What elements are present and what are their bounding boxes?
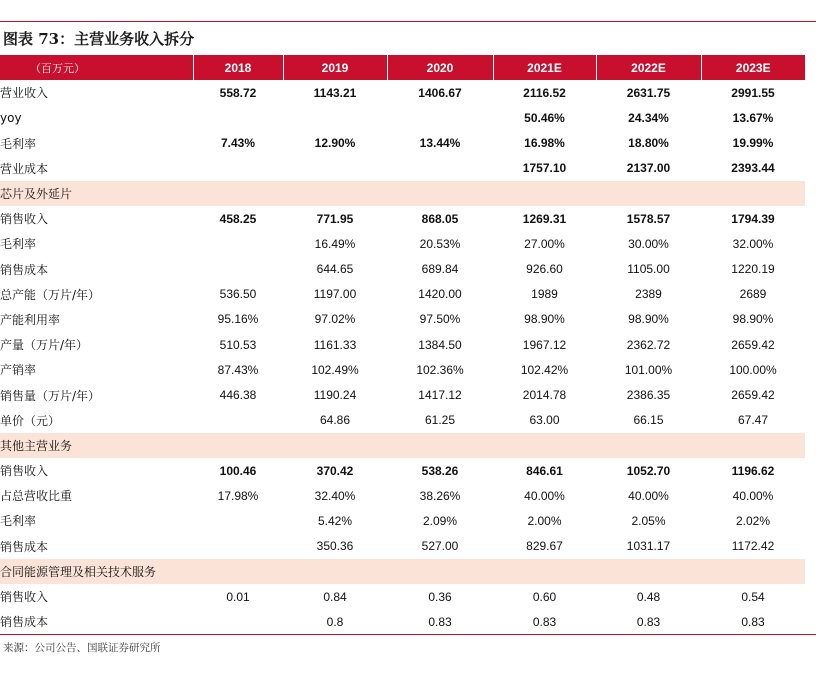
cell-value: 100.46 — [219, 463, 257, 478]
cell-value: 67.47 — [737, 413, 769, 428]
cell-value: 13.44% — [419, 136, 461, 151]
row-label: 总产能（万片/年） — [0, 287, 101, 302]
year-header: 2022E — [596, 55, 701, 80]
cell-value: 0.48 — [636, 589, 661, 604]
cell-value: 829.67 — [526, 539, 563, 554]
table-row — [0, 80, 805, 105]
cell-value — [596, 181, 701, 206]
cell-value: 66.15 — [633, 413, 664, 428]
cell-value — [193, 181, 283, 206]
cell-value: 2386.35 — [626, 388, 671, 403]
figure-title: 图表 73：主营业务收入拆分 — [3, 30, 195, 48]
cell-value: 98.90% — [732, 312, 774, 327]
table-row — [0, 408, 805, 433]
table-row — [0, 156, 805, 181]
cell-value: 350.36 — [316, 539, 354, 554]
cell-value: 24.34% — [628, 110, 669, 125]
row-label: 销售量（万片/年） — [0, 388, 101, 403]
row-label: 毛利率 — [0, 514, 37, 529]
table-row — [0, 534, 805, 559]
table-row — [0, 257, 805, 282]
row-label: 合同能源管理及相关技术服务 — [0, 559, 193, 584]
cell-value: 0.36 — [428, 589, 452, 604]
table-row — [0, 483, 805, 508]
cell-value — [493, 181, 596, 206]
cell-value: 38.26% — [419, 488, 461, 503]
cell-value — [596, 433, 701, 458]
table-row — [0, 584, 805, 609]
table-row — [0, 609, 805, 634]
section-row — [0, 181, 805, 206]
cell-value: 0.84 — [323, 589, 347, 604]
cell-value: 1967.12 — [522, 337, 567, 352]
cell-value: 1269.31 — [522, 211, 567, 226]
row-label: 占总营收比重 — [0, 489, 73, 504]
cell-value: 40.00% — [732, 488, 774, 503]
row-label: 产能利用率 — [0, 312, 61, 327]
revenue-breakdown-table — [0, 55, 805, 634]
cell-value: 0.8 — [326, 614, 344, 629]
cell-value: 1161.33 — [313, 337, 357, 352]
cell-value — [701, 559, 805, 584]
cell-value: 12.90% — [314, 136, 356, 151]
cell-value: 0.54 — [741, 589, 765, 604]
cell-value: 98.90% — [628, 312, 669, 327]
cell-value: 98.90% — [524, 312, 565, 327]
cell-value: 644.65 — [316, 262, 354, 277]
cell-value: 5.42% — [317, 513, 353, 528]
header-row — [0, 55, 805, 80]
cell-value — [193, 156, 283, 181]
table-row — [0, 382, 805, 407]
cell-value: 100.00% — [729, 362, 777, 377]
cell-value: 1220.19 — [731, 262, 775, 277]
row-label: 营业收入 — [0, 86, 49, 101]
cell-value: 64.86 — [319, 413, 351, 428]
cell-value: 2659.42 — [731, 388, 775, 403]
row-label: 销售成本 — [0, 615, 49, 630]
cell-value: 40.00% — [628, 488, 669, 503]
cell-value: 1190.24 — [313, 388, 357, 403]
cell-value: 1757.10 — [522, 161, 567, 176]
cell-value: 1406.67 — [418, 85, 462, 100]
table-row — [0, 508, 805, 533]
cell-value — [387, 105, 493, 130]
row-label: 销售收入 — [0, 464, 49, 479]
cell-value: 102.36% — [416, 362, 464, 377]
cell-value: 536.50 — [219, 287, 257, 302]
cell-value: 1989 — [531, 287, 558, 302]
cell-value: 2.00% — [527, 513, 562, 528]
cell-value: 20.53% — [419, 236, 461, 251]
row-label: 产销率 — [0, 363, 37, 378]
table-row — [0, 231, 805, 256]
table-row — [0, 458, 805, 483]
cell-value: 2.02% — [735, 513, 771, 528]
source-note: 来源：公司公告、国联证券研究所 — [3, 642, 161, 654]
cell-value — [193, 231, 283, 256]
cell-value: 30.00% — [628, 236, 669, 251]
year-header: 2019 — [283, 55, 387, 80]
cell-value: 1196.62 — [731, 463, 775, 478]
cell-value: 1143.21 — [313, 85, 357, 100]
table-row — [0, 307, 805, 332]
row-label: 产量（万片/年） — [0, 338, 89, 353]
cell-value — [193, 408, 283, 433]
cell-value: 50.46% — [524, 110, 565, 125]
cell-value: 97.02% — [314, 312, 356, 327]
cell-value: 846.61 — [526, 463, 563, 478]
cell-value — [387, 181, 493, 206]
row-label: 其他主营业务 — [0, 433, 193, 458]
cell-value: 13.67% — [732, 110, 774, 125]
cell-value: 17.98% — [217, 488, 259, 503]
cell-value: 1031.17 — [626, 539, 671, 554]
cell-value: 2991.55 — [731, 85, 775, 100]
cell-value — [493, 433, 596, 458]
cell-value: 1172.42 — [731, 539, 775, 554]
cell-value — [193, 257, 283, 282]
cell-value — [493, 559, 596, 584]
table-row — [0, 282, 805, 307]
cell-value: 510.53 — [219, 337, 257, 352]
cell-value: 0.83 — [741, 614, 765, 629]
year-header: 2018 — [193, 55, 283, 80]
cell-value: 101.00% — [624, 362, 673, 377]
cell-value — [387, 433, 493, 458]
cell-value: 2689 — [739, 287, 767, 302]
cell-value: 1420.00 — [418, 287, 462, 302]
cell-value: 97.50% — [419, 312, 461, 327]
cell-value: 95.16% — [217, 312, 259, 327]
cell-value: 61.25 — [424, 413, 456, 428]
cell-value — [387, 156, 493, 181]
unit-header: （百万元） — [0, 55, 193, 80]
cell-value: 102.42% — [520, 362, 569, 377]
cell-value: 1384.50 — [418, 337, 462, 352]
row-label: 毛利率 — [0, 136, 37, 151]
cell-value: 527.00 — [421, 539, 459, 554]
cell-value — [283, 105, 387, 130]
cell-value: 0.60 — [532, 589, 557, 604]
cell-value — [283, 559, 387, 584]
cell-value: 2116.52 — [523, 85, 566, 100]
cell-value: 771.95 — [316, 211, 354, 226]
top-rule — [0, 21, 816, 22]
table-row — [0, 206, 805, 231]
row-label: 销售成本 — [0, 539, 49, 554]
cell-value: 2389 — [635, 287, 662, 302]
cell-value: 19.99% — [732, 136, 774, 151]
bottom-rule — [0, 634, 816, 635]
cell-value: 2014.78 — [522, 388, 567, 403]
cell-value — [387, 559, 493, 584]
cell-value: 2362.72 — [626, 337, 671, 352]
cell-value: 16.98% — [524, 136, 565, 151]
cell-value — [193, 508, 283, 533]
cell-value: 16.49% — [314, 236, 356, 251]
cell-value: 32.00% — [732, 236, 774, 251]
cell-value: 1794.39 — [731, 211, 775, 226]
cell-value: 18.80% — [628, 136, 669, 151]
cell-value: 2.05% — [631, 513, 666, 528]
table-row — [0, 332, 805, 357]
row-label: 销售成本 — [0, 262, 49, 277]
cell-value: 1197.00 — [313, 287, 357, 302]
cell-value — [283, 433, 387, 458]
cell-value — [193, 105, 283, 130]
row-label: 营业成本 — [0, 161, 49, 176]
cell-value: 446.38 — [219, 388, 257, 403]
cell-value: 2393.44 — [731, 161, 775, 176]
cell-value — [193, 433, 283, 458]
cell-value: 2.09% — [422, 513, 458, 528]
year-header: 2023E — [701, 55, 805, 80]
row-label: 毛利率 — [0, 237, 37, 252]
cell-value: 538.26 — [421, 463, 459, 478]
cell-value — [701, 181, 805, 206]
cell-value: 0.83 — [532, 614, 557, 629]
cell-value: 40.00% — [524, 488, 565, 503]
cell-value: 0.83 — [428, 614, 452, 629]
cell-value: 102.49% — [311, 362, 359, 377]
cell-value: 689.84 — [421, 262, 459, 277]
row-label: yoy — [0, 110, 22, 125]
cell-value — [193, 559, 283, 584]
cell-value: 7.43% — [220, 136, 256, 151]
cell-value: 1105.00 — [627, 262, 670, 277]
cell-value: 32.40% — [314, 488, 356, 503]
table-row — [0, 357, 805, 382]
cell-value — [283, 181, 387, 206]
cell-value — [701, 433, 805, 458]
cell-value: 0.83 — [636, 614, 661, 629]
cell-value: 458.25 — [219, 211, 257, 226]
row-label: 单价（元） — [0, 413, 61, 428]
cell-value: 370.42 — [316, 463, 354, 478]
cell-value: 87.43% — [217, 362, 259, 377]
row-label: 销售收入 — [0, 212, 49, 227]
year-header: 2021E — [493, 55, 596, 80]
table-row — [0, 131, 805, 156]
cell-value: 868.05 — [421, 211, 459, 226]
table-row — [0, 105, 805, 130]
cell-value: 1578.57 — [626, 211, 671, 226]
row-label: 销售收入 — [0, 590, 49, 605]
cell-value: 1052.70 — [626, 463, 671, 478]
cell-value — [283, 156, 387, 181]
cell-value: 63.00 — [529, 413, 560, 428]
section-row — [0, 559, 805, 584]
cell-value: 926.60 — [526, 262, 563, 277]
cell-value: 2631.75 — [626, 85, 671, 100]
cell-value — [193, 609, 283, 634]
cell-value: 27.00% — [524, 236, 565, 251]
cell-value — [596, 559, 701, 584]
cell-value: 558.72 — [219, 85, 257, 100]
cell-value: 0.01 — [226, 589, 250, 604]
section-row — [0, 433, 805, 458]
cell-value — [193, 534, 283, 559]
cell-value: 2659.42 — [731, 337, 775, 352]
cell-value: 1417.12 — [418, 388, 462, 403]
year-header: 2020 — [387, 55, 493, 80]
row-label: 芯片及外延片 — [0, 181, 193, 206]
cell-value: 2137.00 — [626, 161, 671, 176]
